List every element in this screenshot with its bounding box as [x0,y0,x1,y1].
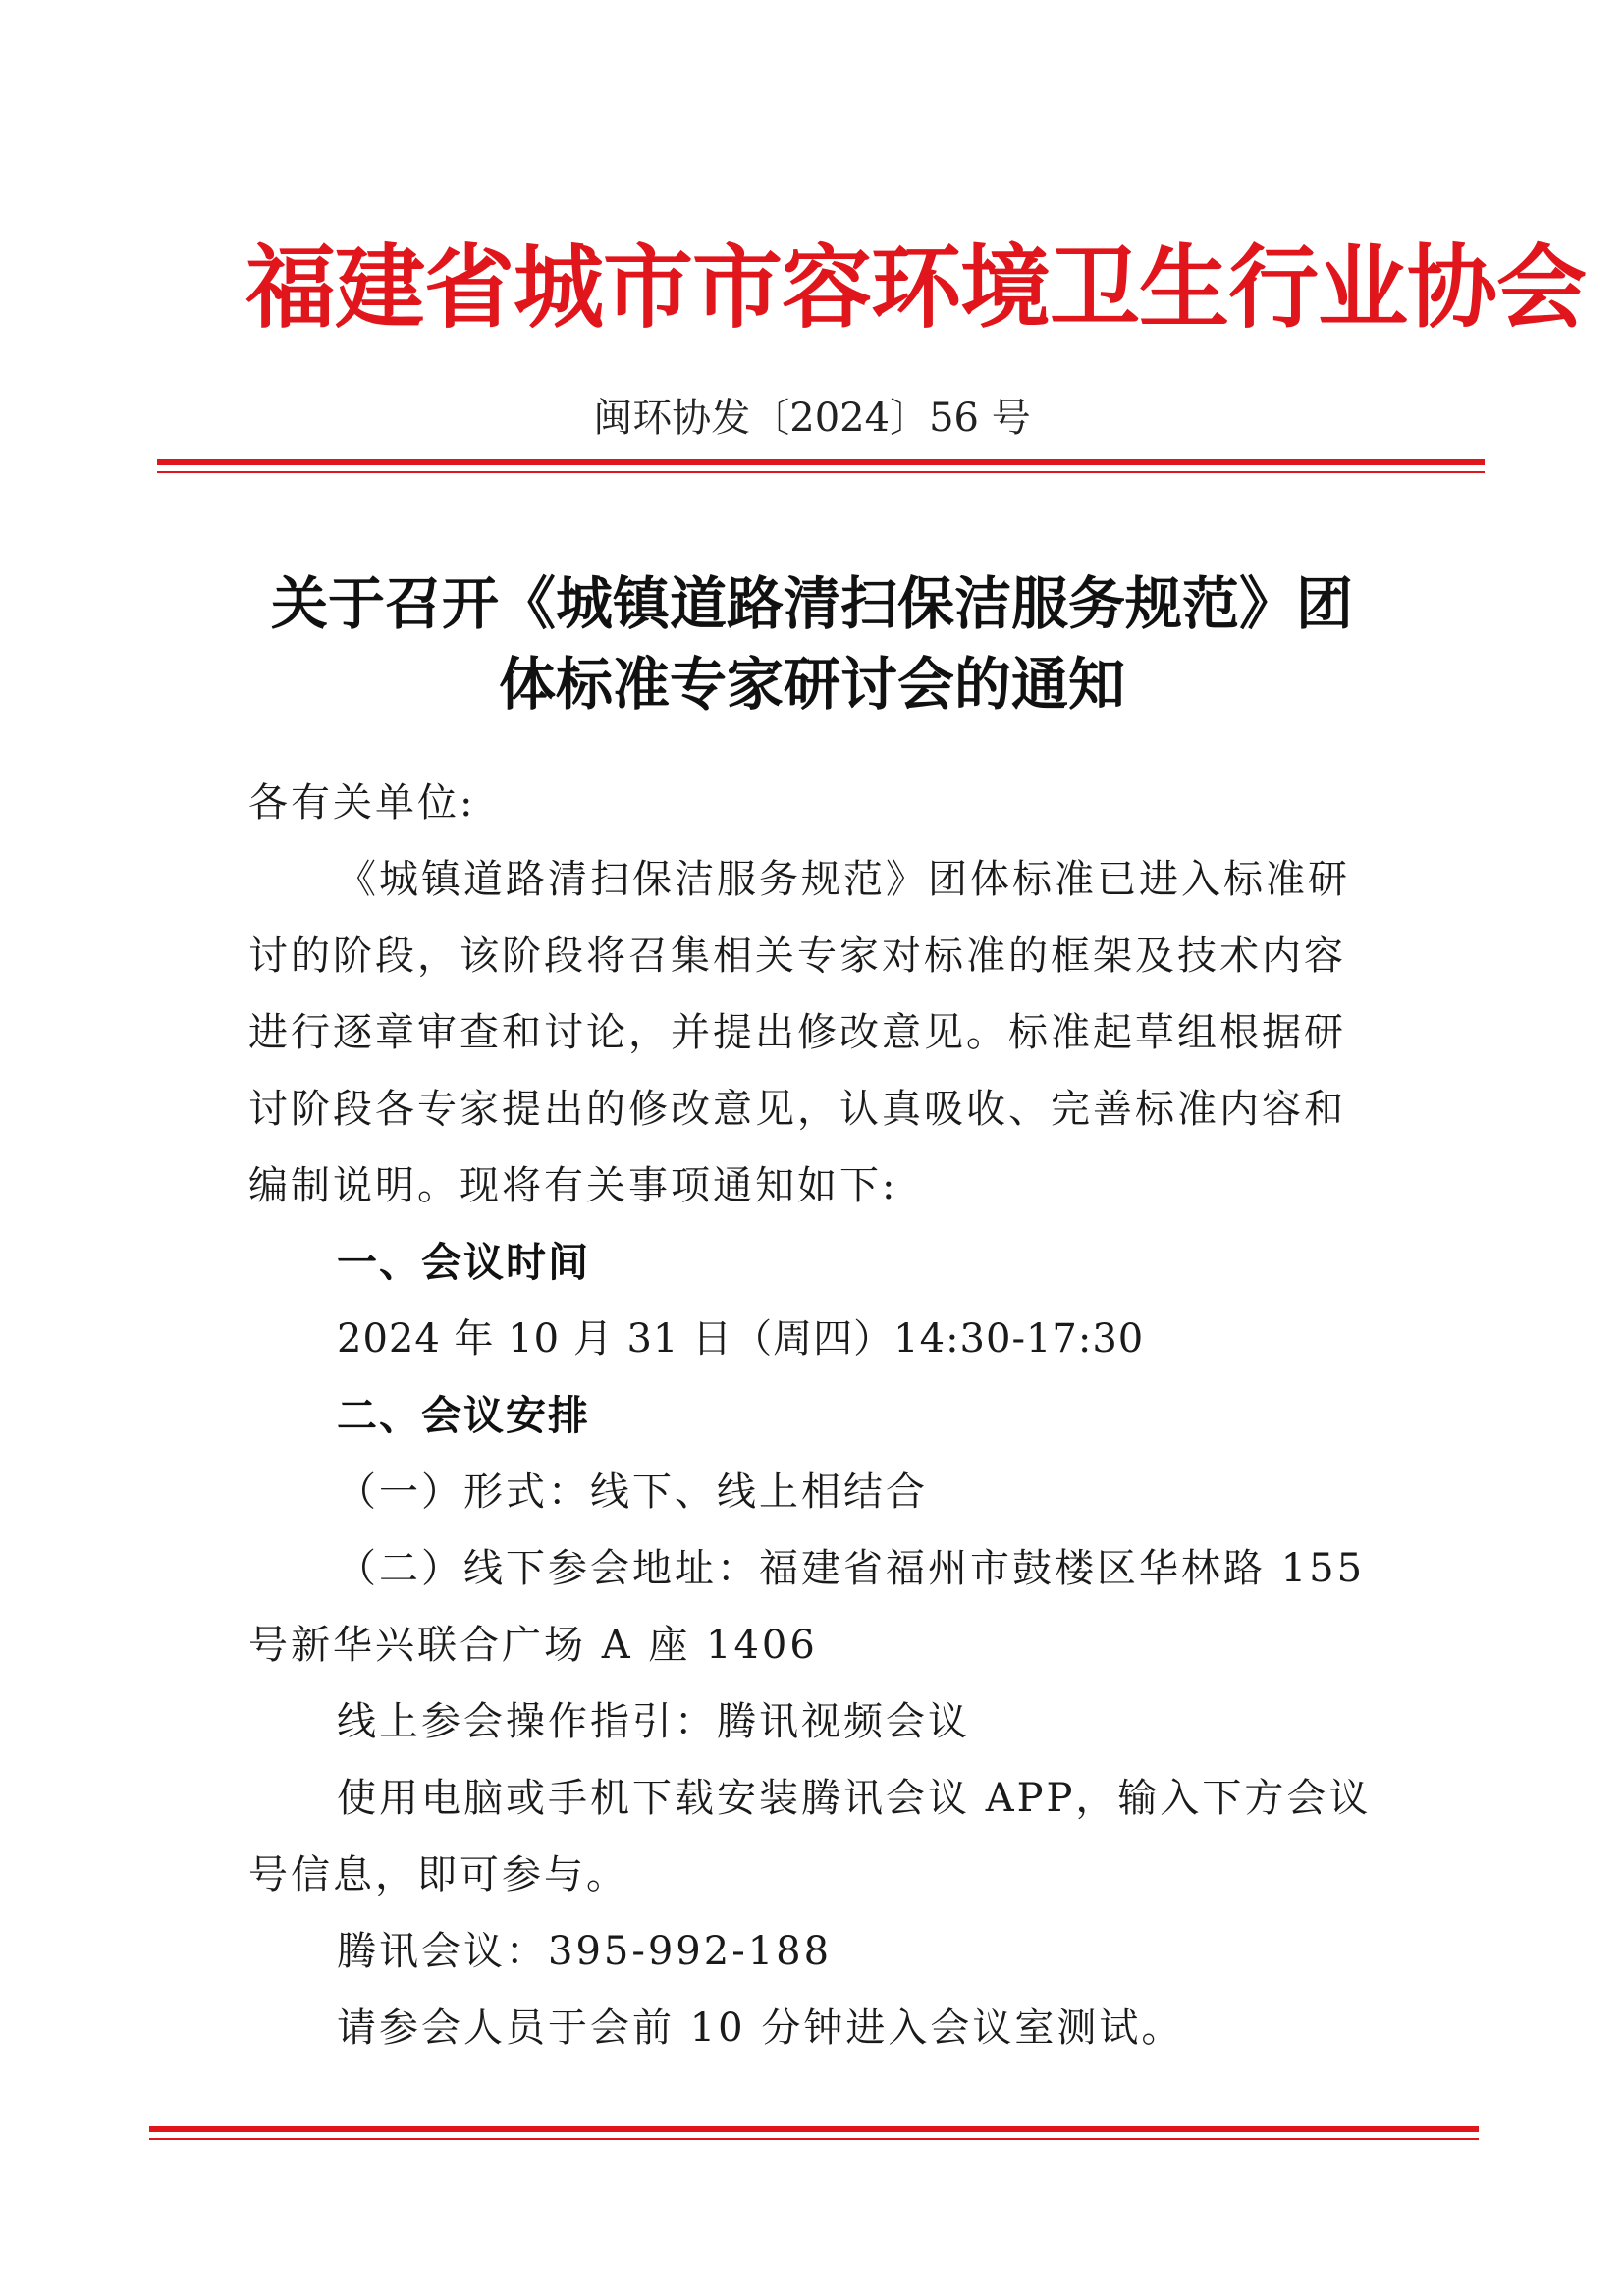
online-guide: 线上参会操作指引：腾讯视频会议 [337,1699,970,1744]
usage-line-1: 使用电脑或手机下载安装腾讯会议 APP，输入下方会议 [337,1776,1372,1821]
section-1-heading: 一、会议时间 [337,1239,590,1286]
intro-line-5: 编制说明。现将有关事项通知如下: [248,1163,898,1208]
intro-line-3: 进行逐章审查和讨论，并提出修改意见。标准起草组根据研 [248,1010,1346,1055]
header-divider-thin [157,471,1485,473]
meeting-address-line-2: 号新华兴联合广场 A 座 1406 [248,1623,818,1668]
footer-divider-thin [149,2138,1479,2140]
section-2-heading: 二、会议安排 [337,1392,590,1439]
intro-line-4: 讨阶段各专家提出的修改意见，认真吸收、完善标准内容和 [248,1087,1346,1132]
usage-line-2: 号信息，即可参与。 [248,1852,628,1897]
intro-line-2: 讨的阶段，该阶段将召集相关专家对标准的框架及技术内容 [248,934,1346,979]
meeting-time: 2024 年 10 月 31 日（周四）14:30-17:30 [337,1316,1145,1362]
salutation: 各有关单位: [248,780,476,826]
notice-title-line-2: 体标准专家研讨会的通知 [498,651,1125,718]
intro-line-1: 《城镇道路清扫保洁服务规范》团体标准已进入标准研 [337,857,1350,902]
header-divider-thick [157,459,1485,465]
meeting-address-line-1: （二）线下参会地址：福建省福州市鼓楼区华林路 155 [337,1546,1366,1591]
organization-title: 福建省城市市容环境卫生行业协会 [245,235,1587,341]
meeting-id: 腾讯会议：395-992-188 [337,1929,833,1974]
document-number: 闽环协发〔2024〕56 号 [593,396,1031,441]
meeting-form: （一）形式：线下、线上相结合 [337,1469,928,1515]
test-note: 请参会人员于会前 10 分钟进入会议室测试。 [337,2005,1184,2051]
footer-divider-thick [149,2126,1479,2132]
notice-title-line-1: 关于召开《城镇道路清扫保洁服务规范》团 [270,570,1353,637]
